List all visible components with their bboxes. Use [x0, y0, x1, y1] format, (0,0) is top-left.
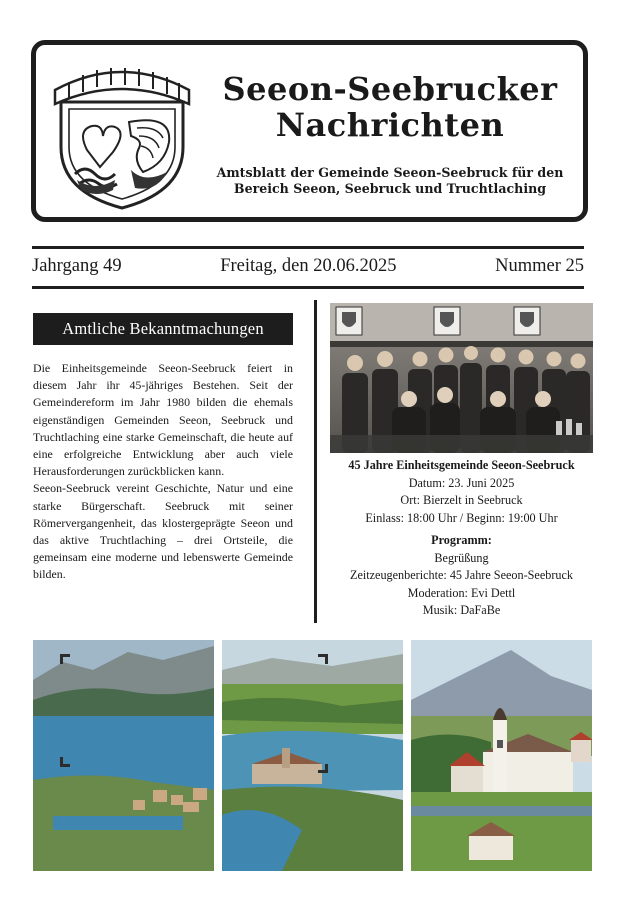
section-heading: Amtliche Bekanntmachungen	[33, 313, 293, 345]
event-place: Ort: Bierzelt in Seebruck	[400, 493, 523, 507]
program-item: Zeitzeugenberichte: 45 Jahre Seeon-Seebruck	[350, 568, 573, 582]
event-date: Datum: 23. Juni 2025	[408, 475, 515, 490]
issue-bar	[32, 254, 584, 278]
program-heading: Programm:	[431, 533, 492, 547]
issue-number: Nummer 25	[495, 255, 584, 276]
column-divider	[314, 300, 317, 623]
volume-label: Jahrgang 49	[32, 255, 122, 276]
top-rule	[32, 246, 584, 249]
article-paragraph-2: Seeon-Seebruck vereint Geschichte, Natur und eine starke Bürgerschaft. Seebruck mit seiner Römervergangenheit, das klostergeprägte Seeon und das aktive Truchtlaching – drei Ortsteile, die gemeinsam eine moderne und lebenswerte Gemeinde bilden.	[33, 481, 293, 582]
program-item: Musik: DaFaBe	[422, 603, 501, 617]
newspaper-title-line2: Nachrichten	[275, 106, 505, 144]
article-paragraph-1: Die Einheitsgemeinde Seeon-Seebruck feiert in diesem Jahr ihr 45-jähriges Bestehen. Seit der Gemeindereform im Jahr 1980 bilden die ehemals eigenständigen Gemeinden Seeon, Seebruck und Truchtlaching eine starke Gemeinschaft, die heute auf eine erfolgreiche Entwicklung aber auch viele Herausforderungen zurückblicken kann.	[33, 361, 293, 479]
truchtlaching-church-photo	[411, 640, 592, 871]
bottom-rule	[32, 286, 584, 289]
event-admission: Einlass: 18:00 Uhr / Beginn: 19:00 Uhr	[365, 510, 558, 525]
council-group-photo	[330, 303, 593, 453]
program-item: Moderation: Evi Dettl	[407, 585, 516, 600]
coat-of-arms-icon	[47, 52, 197, 212]
event-title: 45 Jahre Einheitsgemeinde Seeon-Seebruck	[348, 458, 575, 472]
subtitle-line1: Amtsblatt der Gemeinde Seeon-Seebruck für den	[216, 165, 564, 180]
article-text	[33, 360, 293, 584]
newspaper-title-line1: Seeon-Seebrucker	[222, 70, 558, 108]
seeon-monastery-photo	[222, 640, 403, 871]
masthead-subtitle	[210, 165, 570, 197]
issue-date: Freitag, den 20.06.2025	[220, 255, 397, 276]
event-announcement	[330, 457, 593, 620]
subtitle-line2: Bereich Seeon, Seebruck und Truchtlaching	[233, 181, 547, 196]
program-item: Begrüßung	[434, 550, 489, 565]
seebruck-aerial-photo	[33, 640, 214, 871]
